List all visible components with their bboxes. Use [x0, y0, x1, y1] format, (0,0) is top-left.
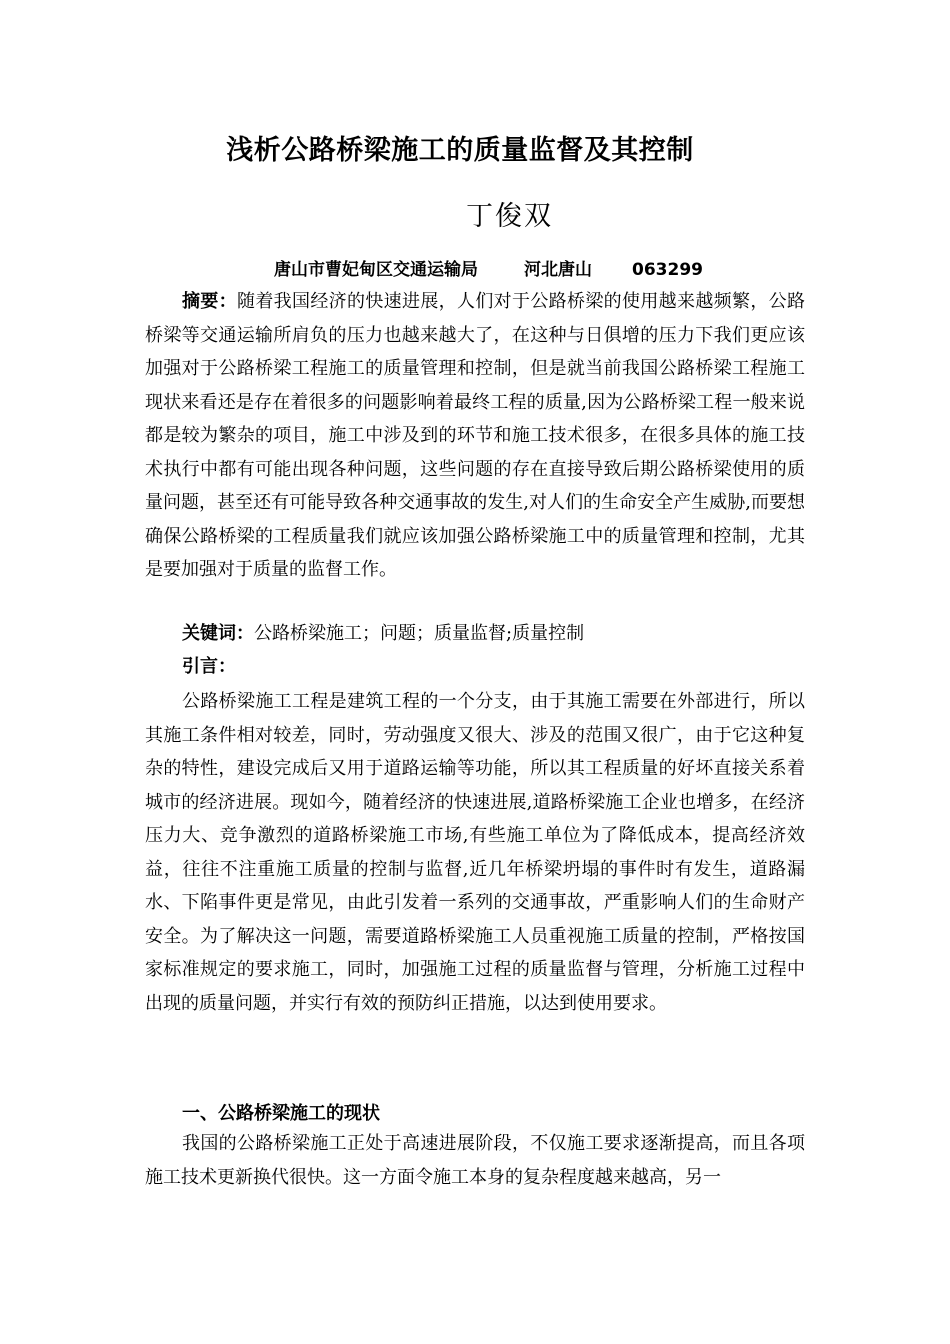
intro-label-block: [145, 650, 805, 684]
abstract-paragraph: [145, 285, 805, 587]
intro-label-paragraph: [145, 650, 805, 684]
document-title: 浅析公路桥梁施工的质量监督及其控制: [226, 135, 694, 166]
section-heading: 一、公路桥梁施工的现状: [182, 1103, 380, 1124]
intro-block: [145, 685, 805, 1020]
author-name: 丁俊双: [466, 201, 553, 232]
keywords-paragraph: [145, 617, 805, 651]
intro-paragraph: 公路桥梁施工工程是建筑工程的一个分支，由于其施工需要在外部进行，所以其施工条件相对较差，同时，劳动强度又很大、涉及的范围又很广，由于它这种复杂的特性，建设完成后又用于道路运输等功能，所以其工程质量的好坏直接关系着城市的经济进展。现如今，随着经济的快速进展,道路桥梁施工企业也增多，在经济压力大、竞争激烈的道路桥梁施工市场,有些施工单位为了降低成本，提高经济效益，往往不注重施工质量的控制与监督,近几年桥梁坍塌的事件时有发生，道路漏水、下陷事件更是常见，由此引发着一系列的交通事故，严重影响人们的生命财产安全。为了解决这一问题，需要道路桥梁施工人员重视施工质量的控制，严格按国家标准规定的要求施工，同时，加强施工过程的质量监督与管理，分析施工过程中出现的质量问题，并实行有效的预防纠正措施，以达到使用要求。: [145, 691, 805, 1014]
keywords-block: [145, 617, 805, 651]
section1-paragraph: 我国的公路桥梁施工正处于高速进展阶段，不仅施工要求逐渐提高，而且各项施工技术更新换代很快。这一方面令施工本身的复杂程度越来越高，另一: [145, 1133, 805, 1188]
intro-label: 引言：: [182, 656, 236, 677]
section1-block: [145, 1127, 805, 1194]
abstract-block: [145, 285, 805, 587]
author-affiliation: [274, 255, 703, 280]
affiliation-postcode: 063299: [632, 260, 703, 280]
keywords-text: 公路桥梁施工；问题；质量监督;质量控制: [254, 623, 585, 644]
abstract-text: 随着我国经济的快速进展，人们对于公路桥梁的使用越来越频繁，公路桥梁等交通运输所肩负的压力也越来越大了，在这种与日俱增的压力下我们更应该加强对于公路桥梁工程施工的质量管理和控制，但是就当前我国公路桥梁工程施工现状来看还是存在着很多的问题影响着最终工程的质量,因为公路桥梁工程一般来说都是较为繁杂的项目，施工中涉及到的环节和施工技术很多，在很多具体的施工技术执行中都有可能出现各种问题，这些问题的存在直接导致后期公路桥梁使用的质量问题，甚至还有可能导致各种交通事故的发生,对人们的生命安全产生威胁,而要想确保公路桥梁的工程质量我们就应该加强公路桥梁施工中的质量管理和控制，尤其是要加强对于质量的监督工作。: [145, 291, 805, 580]
abstract-label: 摘要：: [182, 291, 237, 312]
affiliation-place: 河北唐山: [524, 260, 592, 280]
affiliation-org: 唐山市曹妃甸区交通运输局: [274, 260, 478, 280]
keywords-label: 关键词：: [182, 623, 254, 644]
